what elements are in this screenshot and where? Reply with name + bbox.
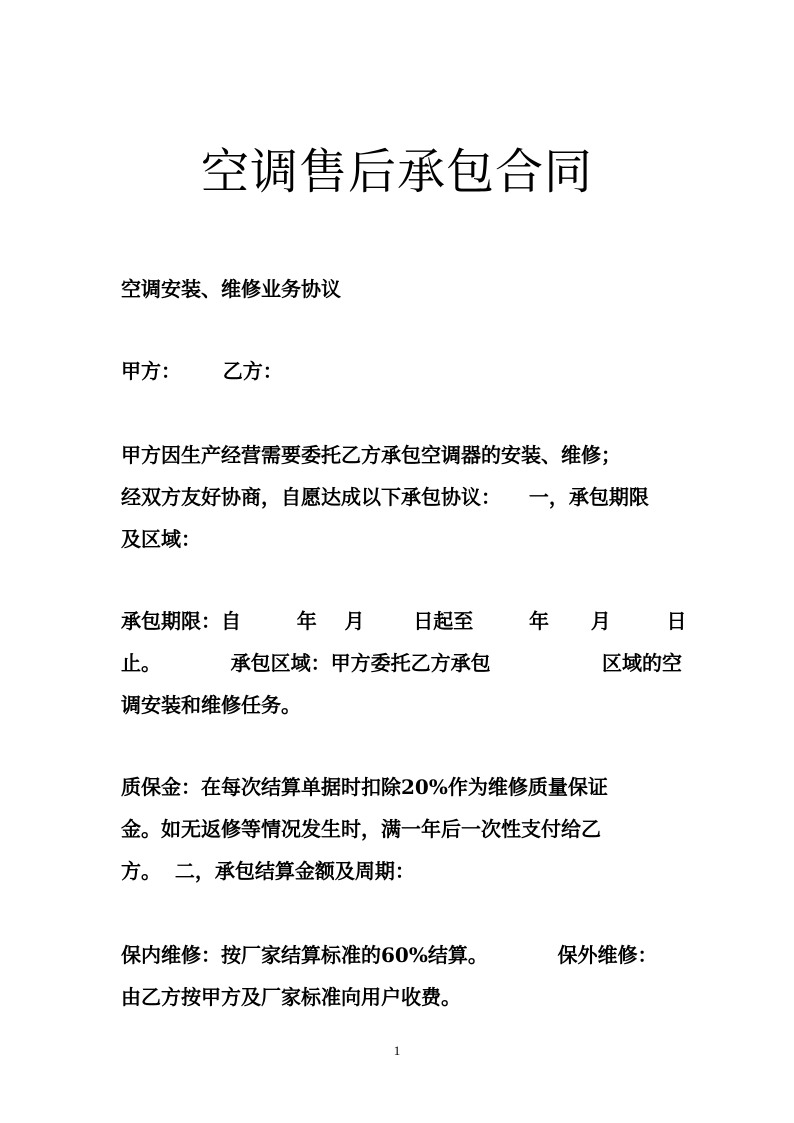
term-line-1: 承包期限：自 年 月 日起至 年 月 日	[121, 609, 687, 633]
term-line-2: 止。 承包区域：甲方委托乙方承包 区域的空	[121, 651, 683, 675]
intro-line-2: 经双方友好协商，自愿达成以下承包协议： 一，承包期限	[121, 485, 649, 509]
warranty-line-3: 方。 二，承包结算金额及周期：	[121, 859, 415, 883]
settlement-line-2: 由乙方按甲方及厂家标准向用户收费。	[121, 985, 461, 1009]
warranty-line-2: 金。如无返修等情况发生时，满一年后一次性支付给乙	[121, 817, 601, 841]
term-line-3: 调安装和维修任务。	[121, 693, 301, 717]
subtitle: 空调安装、维修业务协议	[121, 277, 341, 301]
parties-line: 甲方： 乙方：	[121, 359, 283, 383]
page-number: 1	[393, 1043, 401, 1058]
warranty-line-1: 质保金：在每次结算单据时扣除20%作为维修质量保证	[121, 775, 608, 799]
settlement-line-1: 保内维修：按厂家结算标准的60%结算。 保外维修：	[121, 943, 658, 967]
intro-line-1: 甲方因生产经营需要委托乙方承包空调器的安装、维修；	[121, 443, 621, 467]
document-title: 空调售后承包合同	[200, 144, 593, 200]
intro-line-3: 及区域：	[121, 527, 201, 551]
